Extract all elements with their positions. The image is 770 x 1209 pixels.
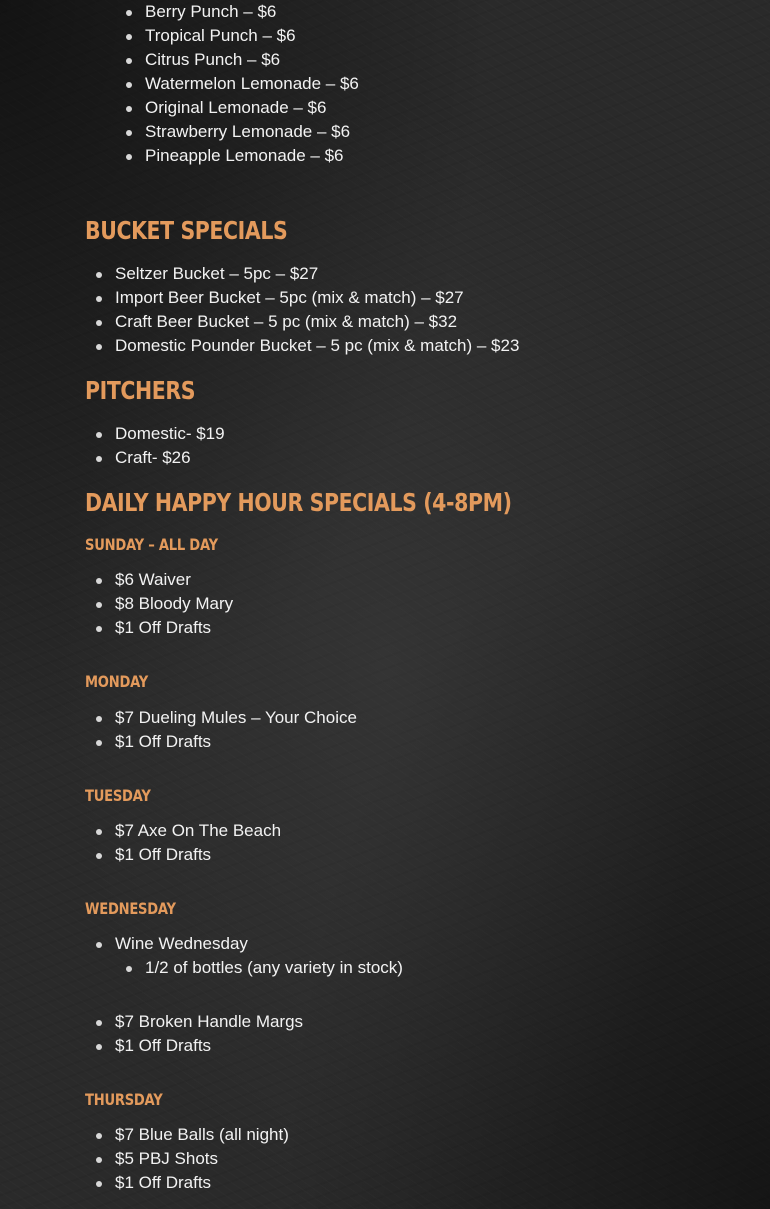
pitchers-list <box>115 422 225 470</box>
list-item: Wine Wednesday <box>115 932 248 956</box>
pitchers-heading: PITCHERS <box>85 376 196 405</box>
wednesday-list <box>115 932 248 956</box>
list-item: Import Beer Bucket – 5pc (mix & match) – $27 <box>115 286 519 310</box>
sunday-heading: SUNDAY – ALL DAY <box>85 535 218 554</box>
list-item: $1 Off Drafts <box>115 1034 303 1058</box>
list-item: Tropical Punch – $6 <box>145 24 359 48</box>
thursday-list <box>115 1123 289 1195</box>
tuesday-heading: TUESDAY <box>85 786 151 805</box>
sunday-list <box>115 568 233 640</box>
list-item: Strawberry Lemonade – $6 <box>145 120 359 144</box>
list-item: Original Lemonade – $6 <box>145 96 359 120</box>
list-item: Pineapple Lemonade – $6 <box>145 144 359 168</box>
list-item: Craft Beer Bucket – 5 pc (mix & match) – $32 <box>115 310 519 334</box>
wednesday-sublist <box>145 956 403 980</box>
list-item: $1 Off Drafts <box>115 730 357 754</box>
list-item: $5 PBJ Shots <box>115 1147 289 1171</box>
list-item: $1 Off Drafts <box>115 616 233 640</box>
list-item: Watermelon Lemonade – $6 <box>145 72 359 96</box>
list-item: Domestic- $19 <box>115 422 225 446</box>
bucket-specials-list <box>115 262 519 358</box>
list-item: Seltzer Bucket – 5pc – $27 <box>115 262 519 286</box>
thursday-heading: THURSDAY <box>85 1090 163 1109</box>
wednesday-heading: WEDNESDAY <box>85 899 176 918</box>
list-item: $7 Axe On The Beach <box>115 819 281 843</box>
list-item: $7 Blue Balls (all night) <box>115 1123 289 1147</box>
list-item: $7 Dueling Mules – Your Choice <box>115 706 357 730</box>
wednesday-list-continued <box>115 1010 303 1058</box>
list-item: Domestic Pounder Bucket – 5 pc (mix & match) – $23 <box>115 334 519 358</box>
monday-heading: MONDAY <box>85 672 149 691</box>
tuesday-list <box>115 819 281 867</box>
list-item: $1 Off Drafts <box>115 843 281 867</box>
bucket-specials-heading: BUCKET SPECIALS <box>85 216 288 245</box>
list-item: $8 Bloody Mary <box>115 592 233 616</box>
punch-list <box>145 0 359 168</box>
list-item: Citrus Punch – $6 <box>145 48 359 72</box>
list-item: $1 Off Drafts <box>115 1171 289 1195</box>
list-item: Berry Punch – $6 <box>145 0 359 24</box>
happy-hour-heading: DAILY HAPPY HOUR SPECIALS (4-8PM) <box>85 488 512 517</box>
list-item: $7 Broken Handle Margs <box>115 1010 303 1034</box>
monday-list <box>115 706 357 754</box>
list-item: Craft- $26 <box>115 446 225 470</box>
list-item: 1/2 of bottles (any variety in stock) <box>145 956 403 980</box>
list-item: $6 Waiver <box>115 568 233 592</box>
